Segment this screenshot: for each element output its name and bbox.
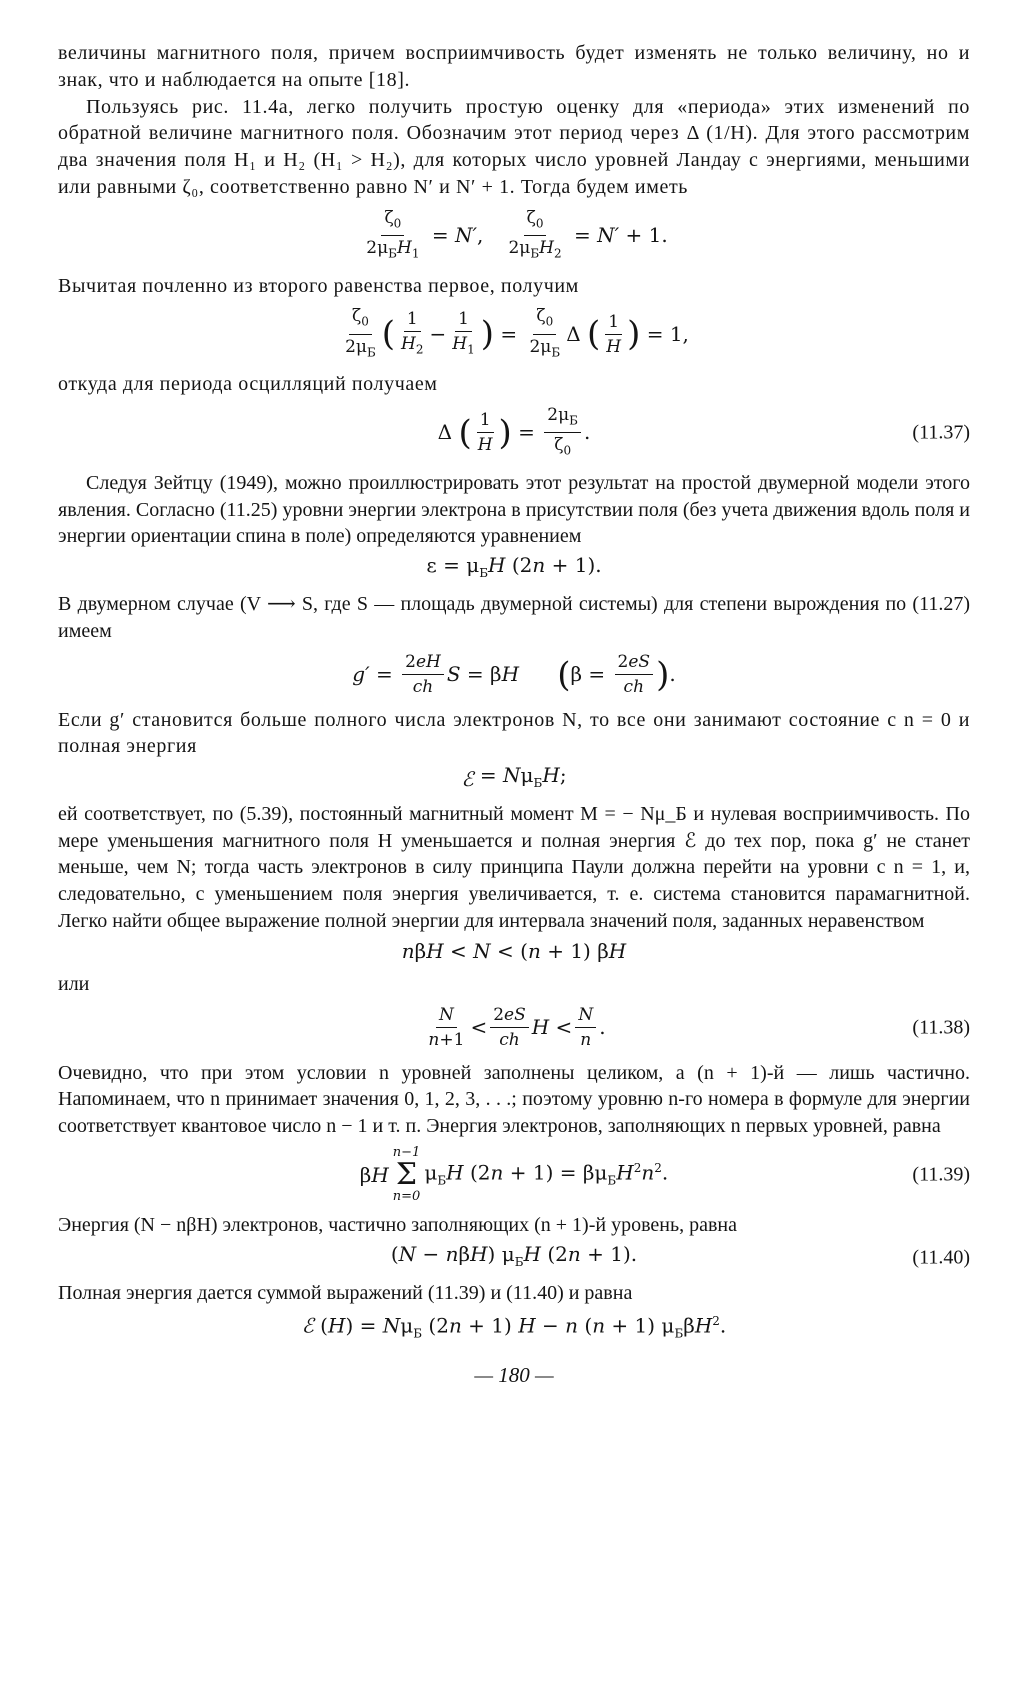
- equation: (N − nβH) $\mu_БH$ (2n + 1). (11.40): [58, 1241, 970, 1276]
- equation: βH n−1 Σ n=0 $\mu_БH$ $(2n + 1) = \beta\mu_БH^2n^2$. (11.39): [359, 1145, 970, 1205]
- equation: $\varepsilon = \mu_БH$ (2n + 1).: [426, 553, 602, 581]
- equation: g′ = $\frac{2eH}{ch}$ S = βH ( β = $\frac{2eS}{ch}$ ) .: [352, 652, 676, 697]
- paragraph: Если g′ становится больше полного числа электронов N, то все они занимают состояние с n = 0 и полная энергия: [58, 708, 970, 758]
- equation-number: (11.37): [912, 421, 970, 444]
- paragraph: Полная энергия дается суммой выражений (11.39) и (11.40) и равна: [58, 1281, 633, 1304]
- equation: nβH < N < (n + 1) βH: [401, 939, 627, 964]
- book-page: [58, 40, 970, 1389]
- paragraph: Очевидно, что при этом условии n уровней заполнены целиком, а (n + 1)-й — лишь частично. Напоминаем, что n принимает значения 0, 1, 2, 3, . . .; поэтому уровню n-го номера в формуле для энергии соответствует квантовое число n − 1 и т. п. Энергия электронов, заполняющих n первых уровней, равна: [58, 1061, 970, 1138]
- paragraph: откуда для периода осцилляций получаем: [58, 373, 438, 396]
- paragraph: или: [58, 972, 90, 995]
- equation-number: (11.39): [912, 1163, 970, 1186]
- equation-number: (11.40): [912, 1246, 970, 1269]
- equation: $\frac{\zeta_0}{2\mu_БH_1}$ = N′, $\frac{\zeta_0}{2\mu_БH_2}$ = N′ + 1.: [366, 207, 668, 261]
- paragraph: Следуя Зейтцу (1949), можно проиллюстрировать этот результат на простой двумерной модели этого явления. Согласно (11.25) уровни энергии электрона в присутствии поля (без учета движения вдоль поля и энергии ориентации спина в поле) определяются уравнением: [58, 471, 970, 548]
- equation: ℰ $(H) = N\mu_Б$ (2n + 1) H − n (n + 1) $\mu_Б\beta H^2$.: [301, 1314, 727, 1342]
- paragraph: ей соответствует, по (5.39), постоянный магнитный момент M = − Nμ_Б и нулевая восприимчивость. По мере уменьшения магнитного поля H уменьшается и полная энергия ℰ до тех пор, пока g′ не станет меньше, чем N; тогда часть электронов в силу принципа Паули должна перейти на уровни с n = 1, и, следовательно, с уменьшением поля энергия увеличивается, т. е. система становится парамагнитной. Легко найти общее выражение полной энергии для интервала значений поля, заданных неравенством: [58, 802, 970, 933]
- equation: $\frac{N}{n+1}$ < $\frac{2eS}{ch}$ H < $\frac{N}{n}$ . (11.38): [428, 1005, 970, 1051]
- equation: $\frac{\zeta_0}{2\mu_Б}$ ( $\frac{1}{H_2}$ − $\frac{1}{H_1}$ ) = $\frac{\zeta_0}{2\mu_Б}$ Δ ( $\frac{1}{H}$ ) = 1,: [345, 306, 689, 360]
- equation: ℰ = $N\mu_БH$;: [461, 763, 567, 792]
- paragraph: Вычитая почленно из второго равенства первое, получим: [58, 274, 579, 297]
- page-number: — 180 —: [474, 1362, 554, 1387]
- paragraph: Энергия (N − nβH) электронов, частично заполняющих (n + 1)-й уровень, равна: [58, 1214, 738, 1237]
- equation: Δ ( $\frac{1}{H}$ ) = $\frac{2\mu_Б}{\zeta_0}$ . (11.37): [437, 404, 970, 458]
- paragraph: Пользуясь рис. 11.4а, легко получить простую оценку для «периода» этих изменений по обратной величине магнитного поля. Обозначим этот период через Δ (1/H). Для этого рассмотрим два значения поля H₁ и H₂ (H₁ > H₂), для которых число уровней Ландау с энергиями, меньшими или равными ζ₀, соответственно равно N′ и N′ + 1. Тогда будем иметь: [58, 95, 970, 198]
- paragraph: В двумерном случае (V ⟶ S, где S — площадь двумерной системы) для степени вырождения по (11.27) имеем: [58, 592, 970, 642]
- paragraph: величины магнитного поля, причем восприимчивость будет изменять не только величину, но и знак, что и наблюдается на опыте [18].: [58, 42, 970, 91]
- equation-number: (11.38): [912, 1016, 970, 1039]
